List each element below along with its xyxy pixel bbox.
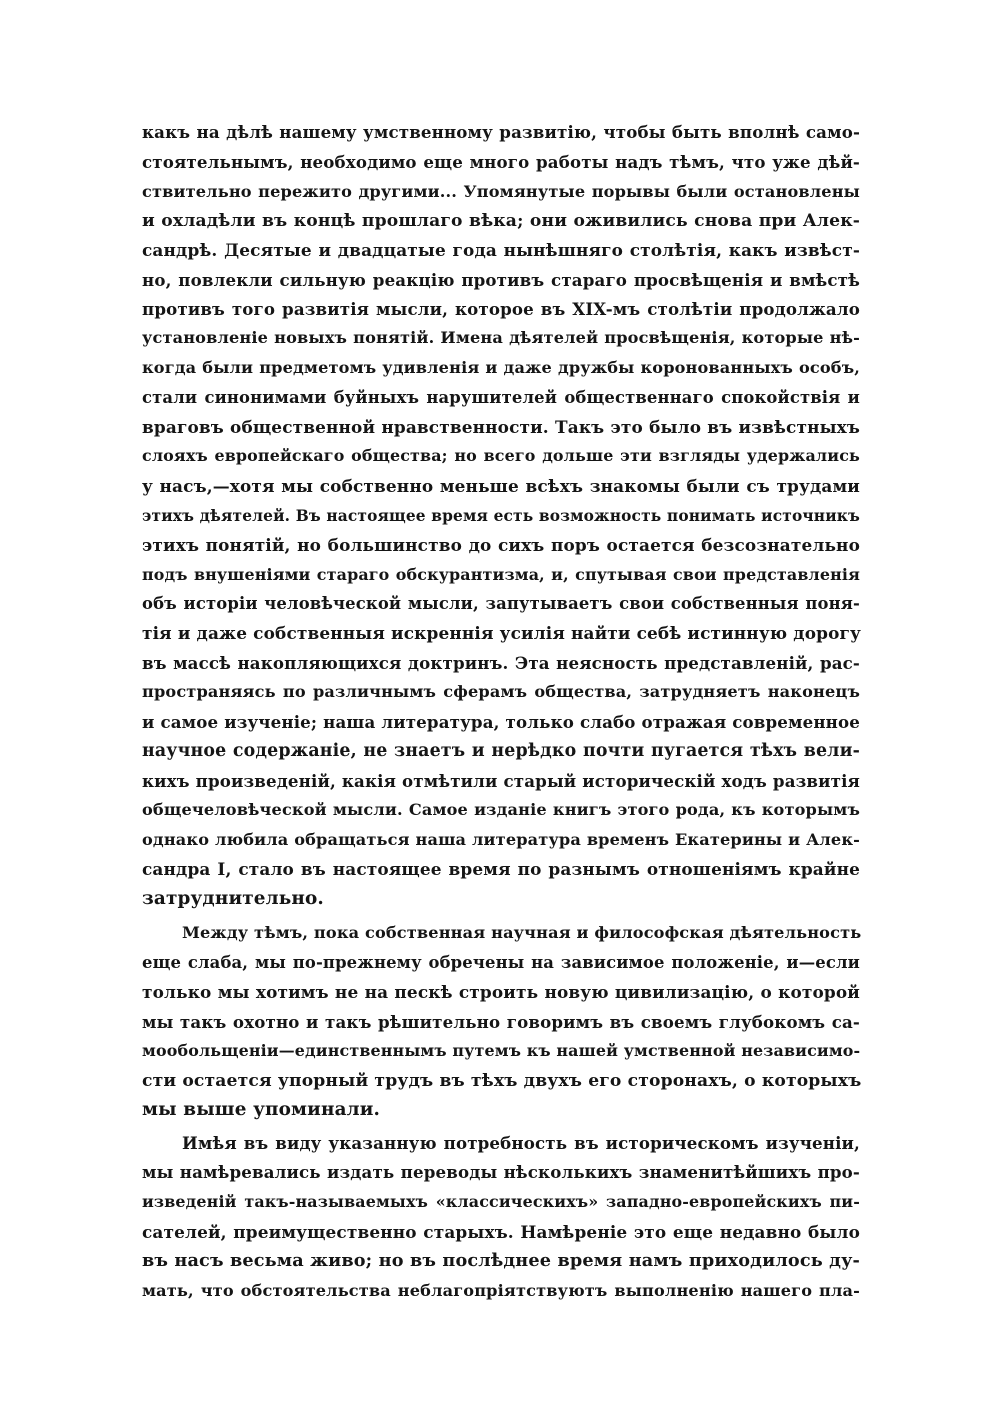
text-line-16: подъ внушеніями стараго обскурантизма, и, спутывая свои представленія — [142, 565, 860, 584]
text-line-22: научное содержаніе, не знаетъ и нерѣдко почти пугается тѣхъ вели- — [142, 741, 860, 761]
text-line-40: мать, что обстоятельства неблагопріятствуютъ выполненію нашего пла- — [142, 1281, 860, 1300]
text-line-2: стоятельнымъ, необходимо еще много работы надъ тѣмъ, что уже дѣй- — [142, 152, 860, 172]
text-line-9: когда были предметомъ удивленія и даже дружбы коронованныхъ особъ, — [142, 358, 860, 377]
text-line-21: и самое изученіе; наша литература, только слабо отражая современное — [142, 712, 860, 732]
text-line-27: затруднительно. — [142, 888, 324, 909]
text-line-11: враговъ общественной нравственности. Такъ это было въ извѣстныхъ — [142, 417, 860, 437]
text-line-4: и охладѣли въ концѣ прошлаго вѣка; они оживились снова при Алек- — [142, 211, 860, 231]
text-line-32: мообольщеніи—единственнымъ путемъ къ нашей умственной независимо- — [142, 1041, 861, 1060]
text-line-19: въ массѣ накопляющихся доктринъ. Эта неясность представленій, рас- — [142, 653, 860, 673]
text-line-26: сандра I, стало въ настоящее время по разнымъ отношеніямъ крайне — [142, 859, 860, 879]
text-line-31: мы такъ охотно и такъ рѣшительно говоримъ въ своемъ глубокомъ са- — [142, 1012, 860, 1032]
text-line-29: еще слаба, мы по-прежнему обречены на зависимое положеніе, и—если — [142, 953, 860, 972]
text-line-30: только мы хотимъ не на пескѣ строить новую цивилизацію, о которой — [142, 982, 860, 1002]
text-line-34: мы выше упоминали. — [142, 1099, 381, 1120]
text-line-3: ствительно пережито другими... Упомянутые порывы были остановлены — [142, 182, 860, 201]
text-line-18: тія и даже собственныя искреннія усилія найти себѣ истинную дорогу — [142, 623, 861, 643]
text-line-17: объ исторіи человѣческой мысли, запутываетъ свои собственныя поня- — [142, 594, 860, 613]
text-line-39: въ насъ весьма живо; но въ послѣднее время намъ приходилось ду- — [142, 1250, 860, 1271]
text-line-1: какъ на дѣлѣ нашему умственному развитію, чтобы быть вполнѣ само- — [142, 122, 860, 142]
text-line-13: у насъ,—хотя мы собственно меньше всѣхъ знакомы были съ трудами — [142, 476, 860, 496]
text-line-6: но, повлекли сильную реакцію противъ стараго просвѣщенія и вмѣстѣ — [142, 270, 860, 290]
text-line-10: стали синонимами буйныхъ нарушителей общественнаго спокойствія и — [142, 388, 860, 407]
text-line-33: сти остается упорный трудъ въ тѣхъ двухъ его сторонахъ, о которыхъ — [142, 1071, 862, 1091]
text-line-38: сателей, преимущественно старыхъ. Намѣреніе это еще недавно было — [142, 1222, 860, 1242]
text-line-12: слояхъ европейскаго общества; но всего дольше эти взгляды удержались — [142, 446, 860, 465]
text-line-20: пространяясь по различнымъ сферамъ общества, затрудняетъ наконецъ — [142, 682, 860, 701]
text-line-36: мы намѣревались издать переводы нѣсколькихъ знаменитѣйшихъ про- — [142, 1162, 860, 1182]
text-line-28: Между тѣмъ, пока собственная научная и философская дѣятельность — [182, 923, 862, 942]
text-line-5: сандрѣ. Десятые и двадцатые года нынѣшняго столѣтія, какъ извѣст- — [142, 240, 860, 260]
text-line-7: противъ того развитія мысли, которое въ XIX-мъ столѣтіи продолжало — [142, 299, 860, 319]
text-line-8: установленіе новыхъ понятій. Имена дѣятелей просвѣщенія, которые нѣ- — [142, 328, 860, 347]
text-line-35: Имѣя въ виду указанную потребность въ историческомъ изученіи, — [182, 1133, 860, 1153]
text-line-25: однако любила обращаться наша литература временъ Екатерины и Алек- — [142, 830, 860, 849]
text-line-37: изведеній такъ-называемыхъ «классическихъ» западно-европейскихъ пи- — [142, 1192, 860, 1211]
text-line-14: этихъ дѣятелей. Въ настоящее время есть возможность понимать источникъ — [142, 507, 860, 525]
text-line-24: общечеловѣческой мысли. Самое изданіе книгъ этого рода, къ которымъ — [142, 800, 860, 819]
text-line-23: кихъ произведеній, какія отмѣтили старый историческій ходъ развитія — [142, 771, 860, 791]
text-line-15: этихъ понятій, но большинство до сихъ поръ остается безсознательно — [142, 535, 860, 555]
